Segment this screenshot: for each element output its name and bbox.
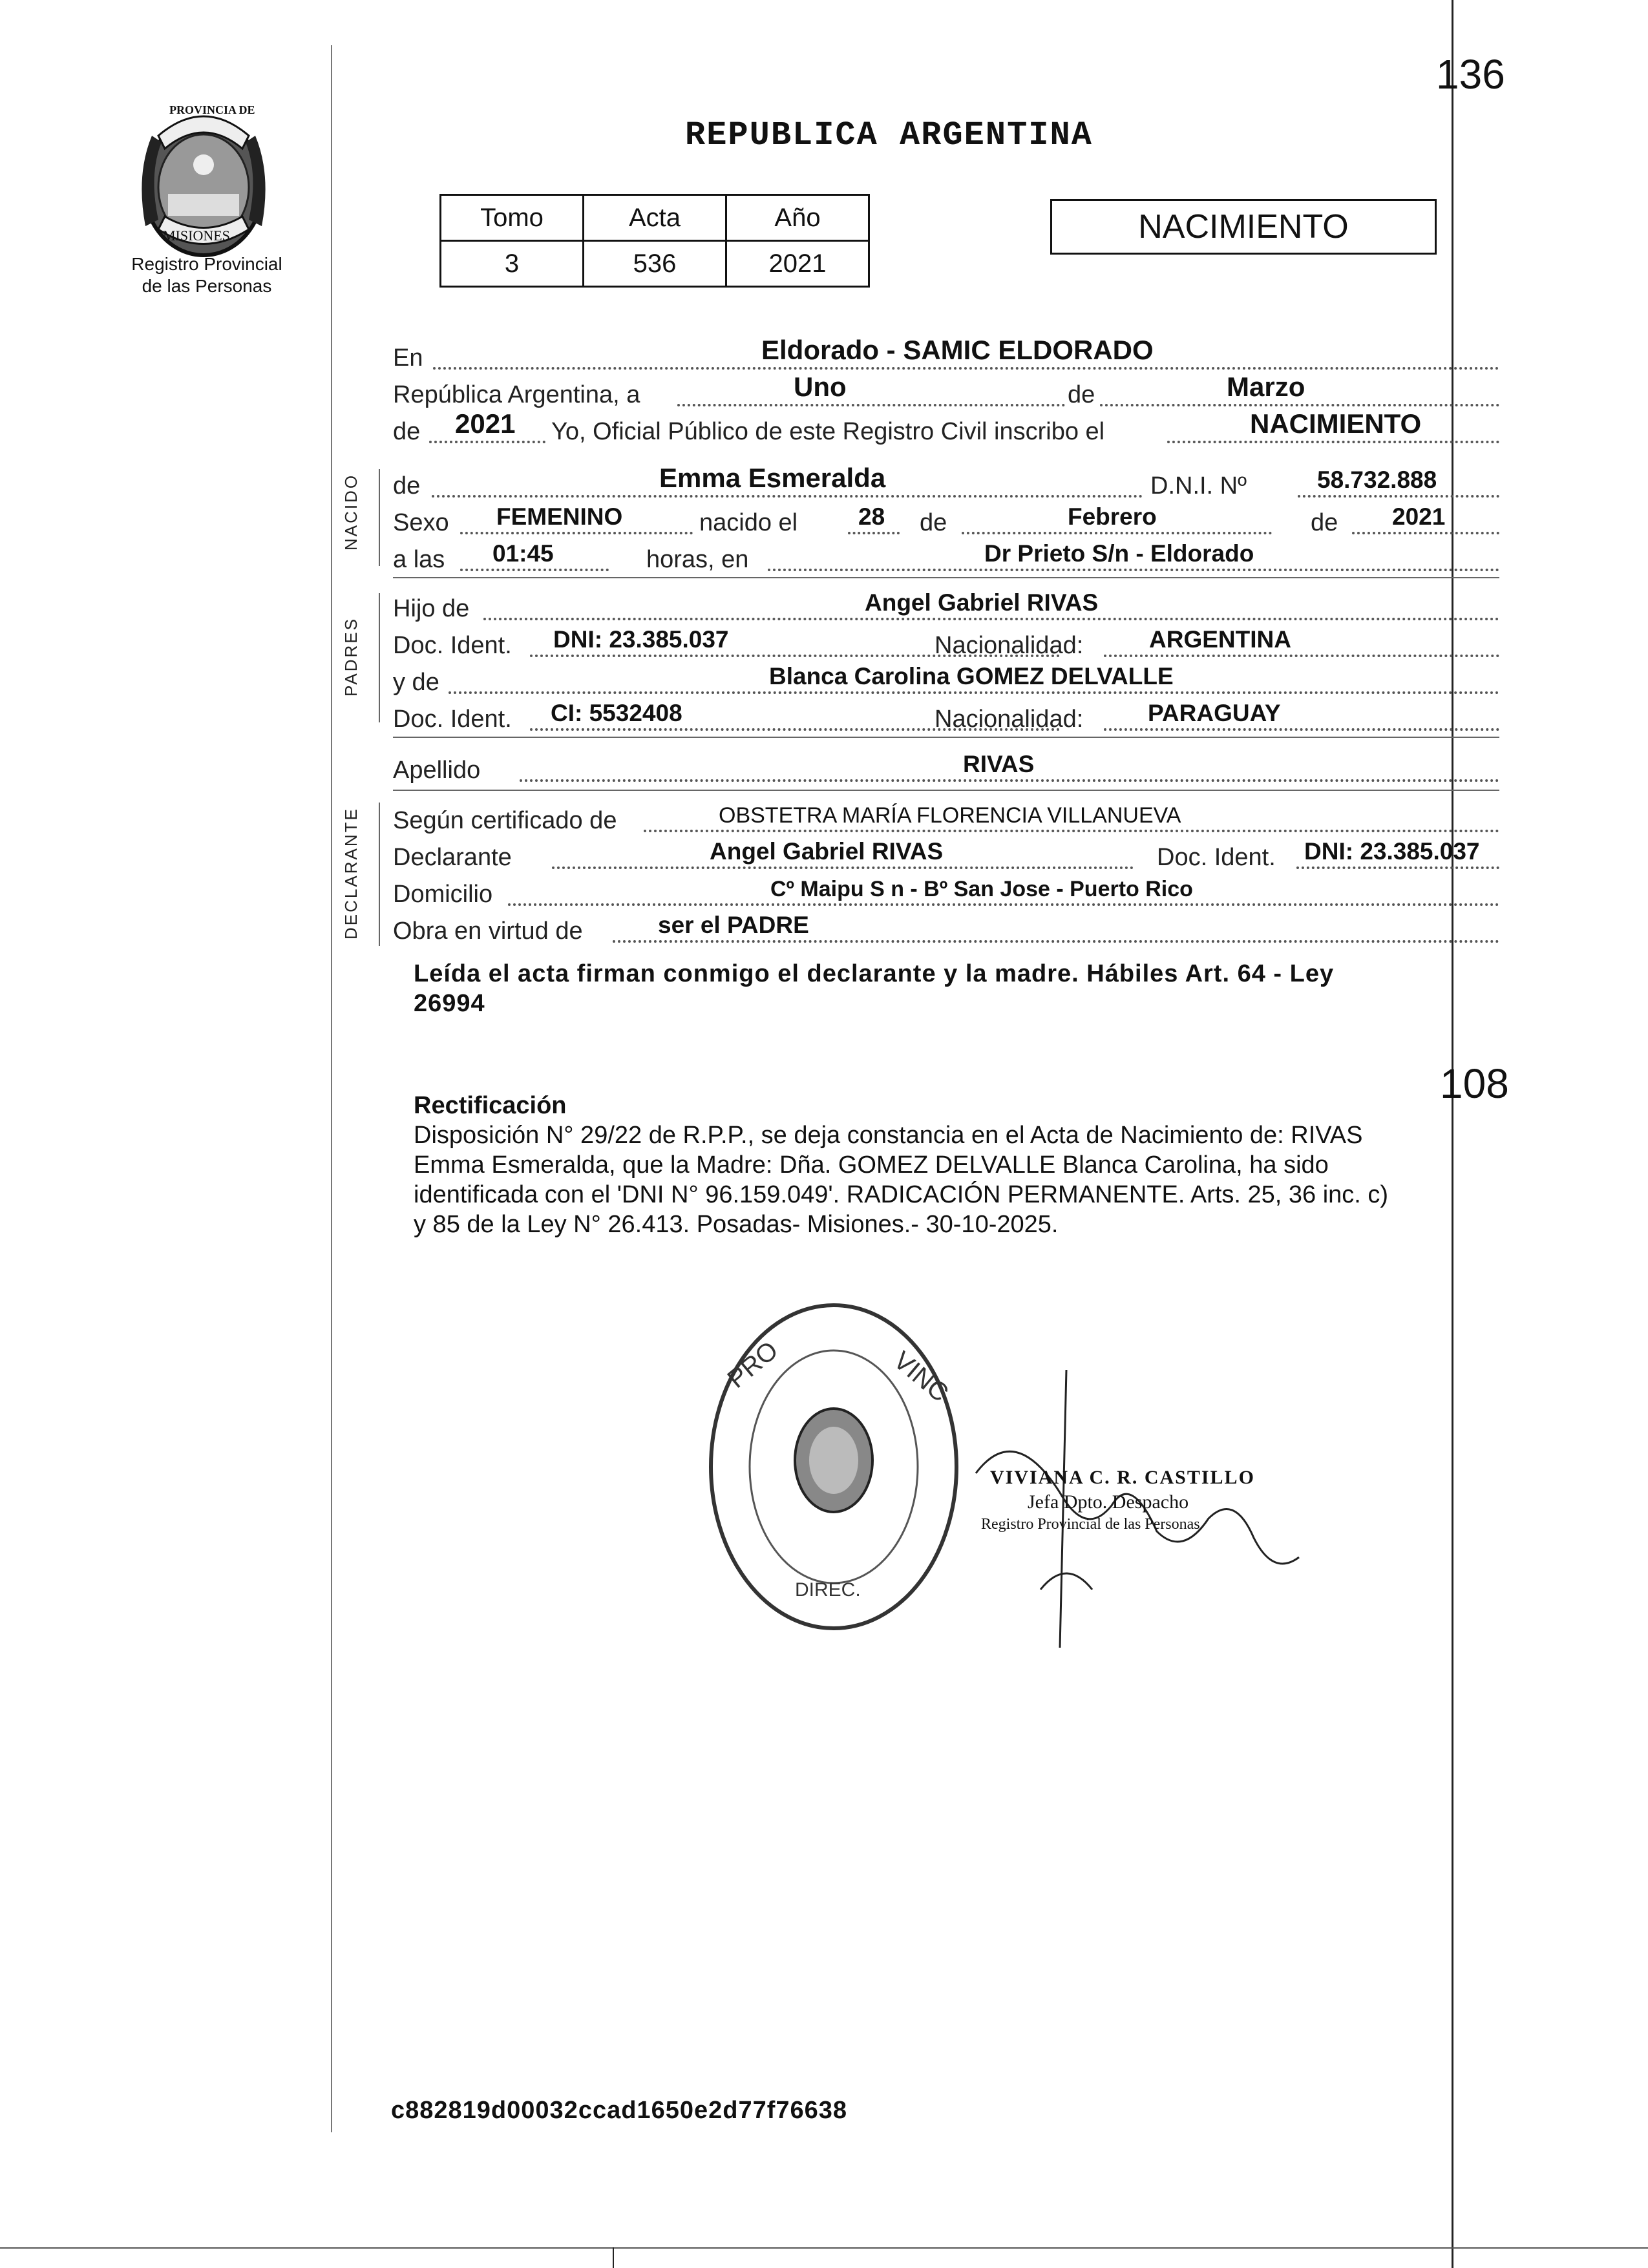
page-number-top: 136 xyxy=(1436,51,1505,98)
declarante-section-bar xyxy=(379,803,380,946)
row-padre-doc xyxy=(393,624,1499,660)
label-en: En xyxy=(393,344,423,372)
table-header-row xyxy=(441,195,869,241)
value-place: Eldorado - SAMIC ELDORADO xyxy=(761,335,1154,365)
issuer-caption xyxy=(110,253,304,297)
dots xyxy=(1352,532,1499,534)
label-nac-madre: Nacionalidad: xyxy=(935,706,1084,733)
issuer-caption-line2: de las Personas xyxy=(142,276,272,296)
divider-2 xyxy=(393,737,1499,738)
dots xyxy=(677,404,1065,406)
value-mother-doc: CI: 5532408 xyxy=(551,700,682,726)
dots xyxy=(429,441,545,443)
value-child-name: Emma Esmeralda xyxy=(659,463,886,493)
label-hijo-de: Hijo de xyxy=(393,595,470,622)
signatory-org: Registro Provincial de las Personas xyxy=(981,1516,1200,1533)
value-declarante-doc: DNI: 23.385.037 xyxy=(1304,838,1480,865)
closing-line1: Leída el acta firman conmigo el declarante y la madre. Hábiles Art. 64 - Ley xyxy=(414,960,1335,987)
signatory-role: Jefa Dpto. Despacho xyxy=(1028,1491,1189,1513)
value-time: 01:45 xyxy=(492,540,554,567)
value-birth-month: Febrero xyxy=(1068,503,1157,530)
value-father-nationality: ARGENTINA xyxy=(1149,626,1291,653)
svg-text:DIREC.: DIREC. xyxy=(795,1579,861,1601)
label-inscribo: Yo, Oficial Público de este Registro Civil inscribo el xyxy=(551,418,1105,445)
label-nacido-el: nacido el xyxy=(699,509,798,536)
dots xyxy=(644,830,1499,832)
dots xyxy=(552,866,1134,869)
dots xyxy=(848,532,900,534)
value-birth-day: 28 xyxy=(858,503,885,530)
dots xyxy=(1298,495,1499,498)
dots xyxy=(1296,866,1499,869)
padres-section-bar xyxy=(379,593,380,722)
table-header-acta: Acta xyxy=(584,195,726,241)
table-header-tomo: Tomo xyxy=(441,195,584,241)
row-sexo xyxy=(393,501,1499,537)
dots xyxy=(962,532,1272,534)
section-label-declarante: DECLARANTE xyxy=(341,807,361,940)
value-sexo: FEMENINO xyxy=(496,503,623,530)
label-doc-declarante: Doc. Ident. xyxy=(1157,844,1276,871)
value-inscription-type: NACIMIENTO xyxy=(1250,408,1422,439)
value-domicilio: Cº Maipu S n - Bº San Jose - Puerto Rico xyxy=(770,877,1193,901)
rectificacion-block xyxy=(414,1091,1388,1239)
closing-line2: 26994 xyxy=(414,990,485,1017)
label-nac-padre: Nacionalidad: xyxy=(935,632,1084,659)
rectificacion-line1: Disposición N° 29/22 de R.P.P., se deja constancia en el Acta de Nacimiento de: RIVAS xyxy=(414,1122,1363,1149)
signatory-name: VIVIANA C. R. CASTILLO xyxy=(990,1467,1255,1488)
section-label-padres: PADRES xyxy=(341,617,361,697)
dots xyxy=(1167,441,1499,443)
dots xyxy=(433,367,1499,370)
label-de: de xyxy=(1068,381,1095,408)
nacido-section-bar xyxy=(379,469,380,566)
svg-text:PRO: PRO xyxy=(722,1336,784,1394)
value-child-dni: 58.732.888 xyxy=(1317,467,1437,493)
label-republica: República Argentina, a xyxy=(393,381,640,408)
rectificacion-line2: Emma Esmeralda, que la Madre: Dña. GOMEZ DELVALLE Blanca Carolina, ha sido xyxy=(414,1151,1329,1179)
svg-text:VINC: VINC xyxy=(888,1346,954,1408)
label-declarante: Declarante xyxy=(393,844,512,871)
country-title: REPUBLICA ARGENTINA xyxy=(685,116,1093,154)
row-domicilio xyxy=(393,872,1499,908)
signature-block xyxy=(963,1344,1325,1654)
label-certificado: Según certificado de xyxy=(393,807,617,834)
left-margin-line xyxy=(331,45,332,2132)
rectificacion-line4: y 85 de la Ley N° 26.413. Posadas- Misiones.- 30-10-2025. xyxy=(414,1211,1059,1238)
value-father-name: Angel Gabriel RIVAS xyxy=(865,589,1099,616)
value-month-words: Marzo xyxy=(1227,372,1305,402)
label-apellido: Apellido xyxy=(393,757,481,784)
dots xyxy=(613,940,1499,943)
value-declarante: Angel Gabriel RIVAS xyxy=(710,838,944,865)
label-de-nombre: de xyxy=(393,472,421,499)
page-number-mid: 108 xyxy=(1440,1060,1509,1107)
table-value-anio: 2021 xyxy=(726,241,869,287)
section-label-nacido: NACIDO xyxy=(341,473,361,551)
value-mother-nationality: PARAGUAY xyxy=(1148,700,1281,726)
record-type-box: NACIMIENTO xyxy=(1050,199,1437,255)
row-padre xyxy=(393,587,1499,623)
label-sexo: Sexo xyxy=(393,509,449,536)
label-y-de: y de xyxy=(393,669,439,696)
value-father-doc: DNI: 23.385.037 xyxy=(553,626,729,653)
value-birth-place: Dr Prieto S/n - Eldorado xyxy=(984,540,1254,567)
table-value-row xyxy=(441,241,869,287)
label-de-mes: de xyxy=(920,509,947,536)
label-dni: D.N.I. Nº xyxy=(1150,472,1247,499)
label-domicilio: Domicilio xyxy=(393,881,493,908)
record-index-table xyxy=(439,194,870,288)
dots xyxy=(1104,655,1499,657)
value-birth-year: 2021 xyxy=(1392,503,1446,530)
label-horas-en: horas, en xyxy=(646,546,749,573)
table-value-acta: 536 xyxy=(584,241,726,287)
table-value-tomo: 3 xyxy=(441,241,584,287)
value-apellido: RIVAS xyxy=(963,751,1035,777)
label-obra: Obra en virtud de xyxy=(393,918,583,945)
row-obra xyxy=(393,909,1499,945)
label-de2: de xyxy=(393,418,421,445)
rectificacion-line3: identificada con el 'DNI N° 96.159.049'. RADICACIÓN PERMANENTE. Arts. 25, 36 inc. c) xyxy=(414,1181,1389,1208)
dots xyxy=(1104,728,1499,731)
rectificacion-title: Rectificación xyxy=(414,1092,567,1119)
value-day-words: Uno xyxy=(794,372,847,402)
bottom-tick-line xyxy=(613,2247,614,2268)
row-en xyxy=(393,336,1499,372)
value-obra: ser el PADRE xyxy=(658,912,809,938)
row-hora xyxy=(393,538,1499,574)
dots xyxy=(483,618,1499,620)
row-year xyxy=(393,410,1499,446)
row-madre xyxy=(393,660,1499,697)
label-a-las: a las xyxy=(393,546,445,573)
dots xyxy=(1100,404,1499,406)
bottom-border-line xyxy=(0,2247,1648,2249)
row-republica xyxy=(393,373,1499,409)
row-nombre xyxy=(393,464,1499,500)
divider-3 xyxy=(393,790,1499,791)
label-de-anio: de xyxy=(1311,509,1338,536)
value-mother-name: Blanca Carolina GOMEZ DELVALLE xyxy=(769,663,1174,689)
logo-text-top: PROVINCIA DE xyxy=(169,103,255,116)
logo-text-bottom: MISIONES xyxy=(163,227,230,244)
table-header-anio: Año xyxy=(726,195,869,241)
dots xyxy=(449,691,1499,694)
row-declarante xyxy=(393,835,1499,872)
divider-1 xyxy=(393,577,1499,578)
dots xyxy=(432,495,1143,498)
value-certificado: OBSTETRA MARÍA FLORENCIA VILLANUEVA xyxy=(719,803,1181,828)
official-stamp xyxy=(698,1292,969,1641)
closing-statement xyxy=(414,959,1334,1018)
dots xyxy=(460,532,693,534)
row-apellido xyxy=(393,748,1499,784)
dots xyxy=(520,779,1499,782)
issuer-caption-line1: Registro Provincial xyxy=(131,254,282,274)
dots xyxy=(508,903,1499,906)
value-year: 2021 xyxy=(455,408,516,439)
row-certificado xyxy=(393,799,1499,835)
label-doc-padre: Doc. Ident. xyxy=(393,632,512,659)
dots xyxy=(460,569,609,571)
dots xyxy=(768,569,1499,571)
document-hash: c882819d00032ccad1650e2d77f76638 xyxy=(391,2097,848,2124)
row-madre-doc xyxy=(393,697,1499,733)
label-doc-madre: Doc. Ident. xyxy=(393,706,512,733)
